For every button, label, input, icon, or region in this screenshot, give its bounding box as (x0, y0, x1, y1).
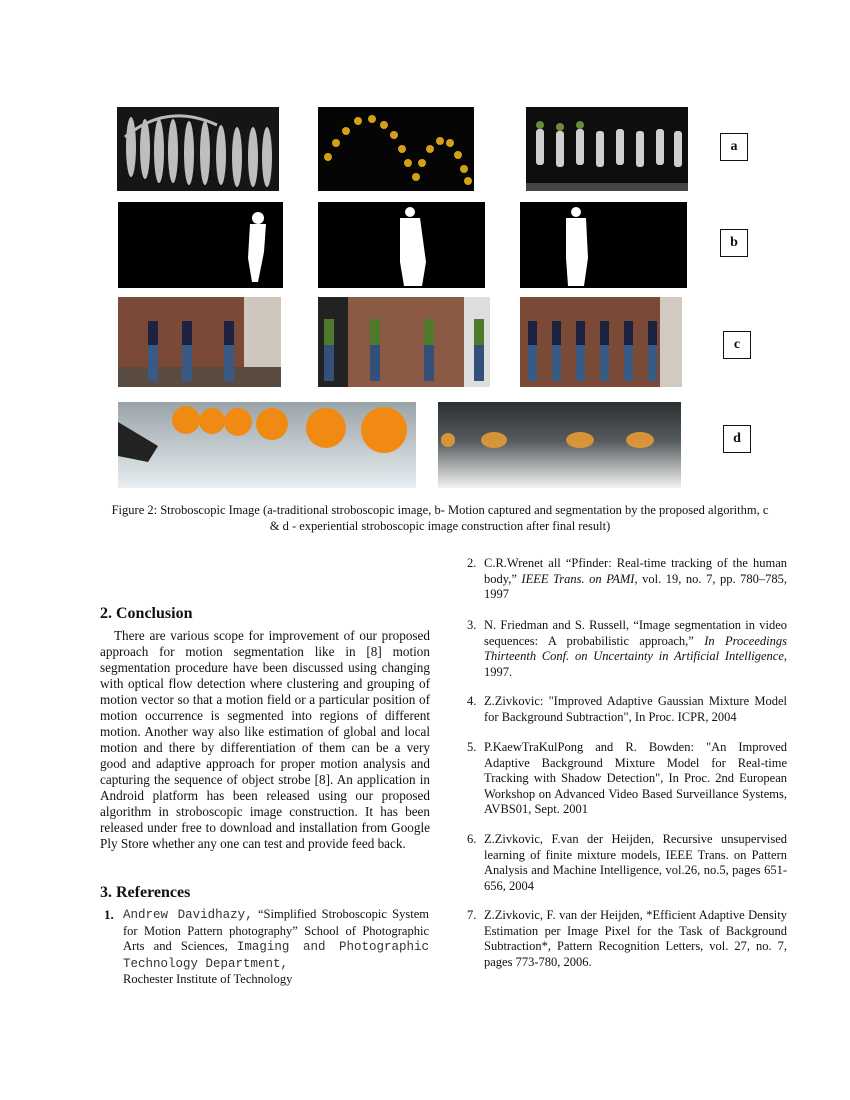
conclusion-paragraph: There are various scope for improvement of our proposed approach for motion segmentation like in [8] motion segmentation procedure have been discussed using changing with optical flow detection where clustering and grouping of motion vector so that a motion field or a particular position of motion occurrence is segmented into regions of different motion. Another way also like estimation of global and local motion and there by differentiation of them can be a very good and adaptive approach for proper motion analysis and capturing the sequence of object strobe [8]. An application in Android platform has been released using our proposed algorithm in stroboscopic image construction. It has been released under free to download and installation from Google Ply Store whether any one can test and provide feed back. (100, 628, 430, 851)
figure-d1-ping-pong-balls (118, 402, 416, 488)
reference-item-5 (467, 740, 787, 818)
reference-number: 6. (467, 832, 477, 846)
figure-a3-runner-strobe (526, 107, 688, 191)
figure-a1-dancer-strobe (117, 107, 279, 191)
reference-number: 4. (467, 694, 477, 708)
figure-label-d: d (723, 425, 751, 453)
conclusion-heading: 2. Conclusion (100, 605, 193, 622)
figure-b2-segmentation-mask (318, 202, 485, 288)
reference-author: Andrew Davidhazy, (123, 908, 253, 922)
reference-number: 5. (467, 740, 477, 754)
reference-details: , vol. 19, no. 7, pp. 780–785, 1997 (484, 571, 788, 601)
figure-d2-ping-pong-balls (438, 402, 681, 488)
reference-item-1 (104, 907, 429, 988)
reference-journal: In Proceedings Thirteenth Conf. on Uncertainty in Artificial Intelligence (484, 633, 787, 663)
figure-label-c: c (723, 331, 751, 359)
reference-number: 1. (104, 907, 114, 922)
reference-number: 3. (467, 618, 477, 632)
reference-title: “Simplified Stroboscopic System for Motion Pattern photography” School of Photographic Arts and Sciences, (123, 907, 429, 953)
reference-text: Z.Zivkovic, F.van der Heijden, Recursive unsupervised learning of finite mixture models, IEEE Trans. on Pattern Analysis and Machine Intelligence, vol.26, no.5, pages 651-656, 2004 (484, 832, 787, 893)
figure-b3-segmentation-mask (520, 202, 687, 288)
reference-item-2 (467, 556, 788, 603)
reference-text: Z.Zivkovic, F. van der Heijden, *Efficient Adaptive Density Estimation per Image Pixel for the Task of Background Subtraction*, Pattern Recognition Letters, vol. 27, no. 7, pages 773-780, 2006. (484, 908, 787, 969)
reference-department: Imaging and Photographic Technology Department, (123, 940, 429, 971)
figure-caption-line-1: Figure 2: Stroboscopic Image (a-traditional stroboscopic image, b- Motion captured and segmentation by the proposed algorithm, c (111, 503, 769, 517)
reference-item-3 (467, 618, 787, 680)
reference-institute: Rochester Institute of Technology (123, 972, 293, 986)
reference-text: N. Friedman and S. Russell, “Image segmentation in video sequences: A probabilistic approach,” (484, 618, 787, 648)
figure-label-b: b (720, 229, 748, 257)
figure-caption-line-2: & d - experiential stroboscopic image construction after final result) (269, 519, 611, 533)
references-heading: 3. References (100, 884, 191, 901)
figure-c2-walking-strobe (318, 297, 490, 387)
reference-item-4 (467, 694, 787, 725)
reference-text: C.R.Wrenet all “Pfinder: Real-time tracking of the human body,” (484, 556, 787, 586)
reference-text: Z.Zivkovic: "Improved Adaptive Gaussian Mixture Model for Background Subtraction", In Proc. ICPR, 2004 (484, 694, 787, 724)
figure-caption (100, 502, 780, 534)
reference-number: 2. (467, 556, 477, 570)
reference-text: P.KaewTraKulPong and R. Bowden: "An Improved Adaptive Background Mixture Model for Real-time Tracking with Shadow Detection", In Proc. 2nd European Workshop on Advanced Video Based Surveillance Systems, AVBS01, Sept. 2001 (484, 740, 787, 816)
figure-label-a: a (720, 133, 748, 161)
reference-number: 7. (467, 908, 477, 922)
reference-item-6 (467, 832, 787, 894)
reference-journal: IEEE Trans. on PAMI (521, 571, 635, 586)
figure-a2-bouncing-ball-strobe (318, 107, 474, 191)
reference-details: , 1997. (484, 649, 787, 679)
reference-item-7 (467, 908, 787, 970)
figure-c3-walking-strobe (520, 297, 682, 387)
figure-c1-walking-strobe (118, 297, 281, 387)
figure-b1-segmentation-mask (118, 202, 283, 288)
